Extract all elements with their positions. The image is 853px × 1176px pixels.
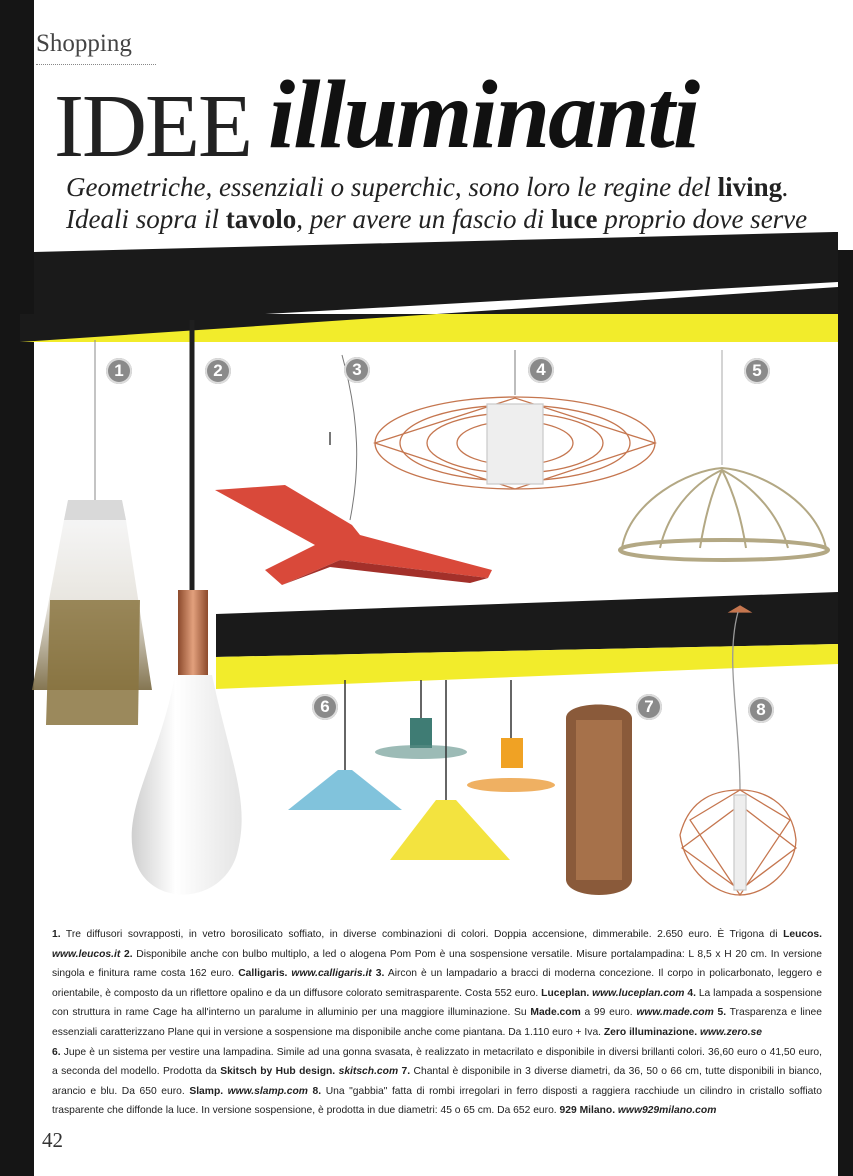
- product-number-6: 6: [312, 694, 338, 720]
- product-number-4: 4: [528, 357, 554, 383]
- lamp-3-aircon: [215, 355, 492, 585]
- product-number-7: 7: [636, 694, 662, 720]
- lamp-2-pom-pom: [132, 320, 242, 895]
- product-number-2: 2: [205, 358, 231, 384]
- subtitle-line-2: Ideali sopra il tavolo, per avere un fascio di luce proprio dove serve: [66, 204, 808, 234]
- lamp-7-chantal: [566, 705, 632, 896]
- product-captions: 1. Tre diffusori sovrapposti, in vetro borosilicato soffiato, in diverse combinazioni di colori. Doppia accensione, dimmerabile. 2.650 euro. È Trigona di Leucos. www.leucos.it 2. Disponibile anche con bulbo multiplo, a led o alogena Pom Pom è una sospensione versatile. Misure portalampadina: L 8,5 x H 20 cm. In versione singola e finitura rame costa 162 euro. Calligaris. www.calligaris.it 3. Aircon è un lampadario a bracci di moderna concezione. Il corpo in policarbonato, leggero e orientabile, è composto da un riflettore opalino e da un diffusore colorato semitrasparente. Costa 552 euro. Luceplan. www.luceplan.com 4. La lampada a sospensione con struttura in rame Cage ha all'interno un paralume in alluminio per una maggiore illuminazione. Su Made.com a 99 euro. www.made.com 5. Trasparenza e linee essenziali caratterizzano Plane qui in versione a sospensione ma disponibile anche come piantana. Da 1.110 euro + Iva. Zero illuminazione. www.zero.se 6. Jupe è un sistema per vestire una lampadina. Simile ad una gonna svasata, è realizzato in metacrilato e disponibile in diversi brillanti colori. 36,60 euro o 41,50 euro, a seconda del modello. Prodotta da Skitsch by Hub design. skitsch.com 7. Chantal è disponibile in 3 diverse diametri, da 36, 50 o 66 cm, tutte disponibili in bianco, arancio e blu. Da 650 euro. Slamp. www.slamp.com 8. Una "gabbia" fatta di rombi irregolari in ferro disposti a raggiera racchiude un cilindro in cristallo soffiato trasparente che diffonde la luce. In versione sospensione, è prodotta in due diametri: 45 o 65 cm. Da 652 euro. 929 Milano. www929milano.com: [52, 929, 823, 1117]
- product-number-3: 3: [344, 357, 370, 383]
- lamp-4-cage: [375, 350, 655, 489]
- page-number: 42: [42, 1128, 63, 1152]
- section-label: Shopping: [36, 30, 132, 57]
- subtitle-line-1: Geometriche, essenziali o superchic, sono loro le regine del living.: [66, 172, 789, 202]
- lamp-5-plane: [620, 350, 828, 560]
- title-italic: illuminanti: [268, 61, 699, 169]
- product-number-1: 1: [106, 358, 132, 384]
- lamp-1-trigona: [32, 340, 152, 725]
- title-regular: IDEE: [54, 77, 251, 176]
- product-number-5: 5: [744, 358, 770, 384]
- product-number-8: 8: [748, 697, 774, 723]
- lamp-8-gabbia: [680, 606, 796, 895]
